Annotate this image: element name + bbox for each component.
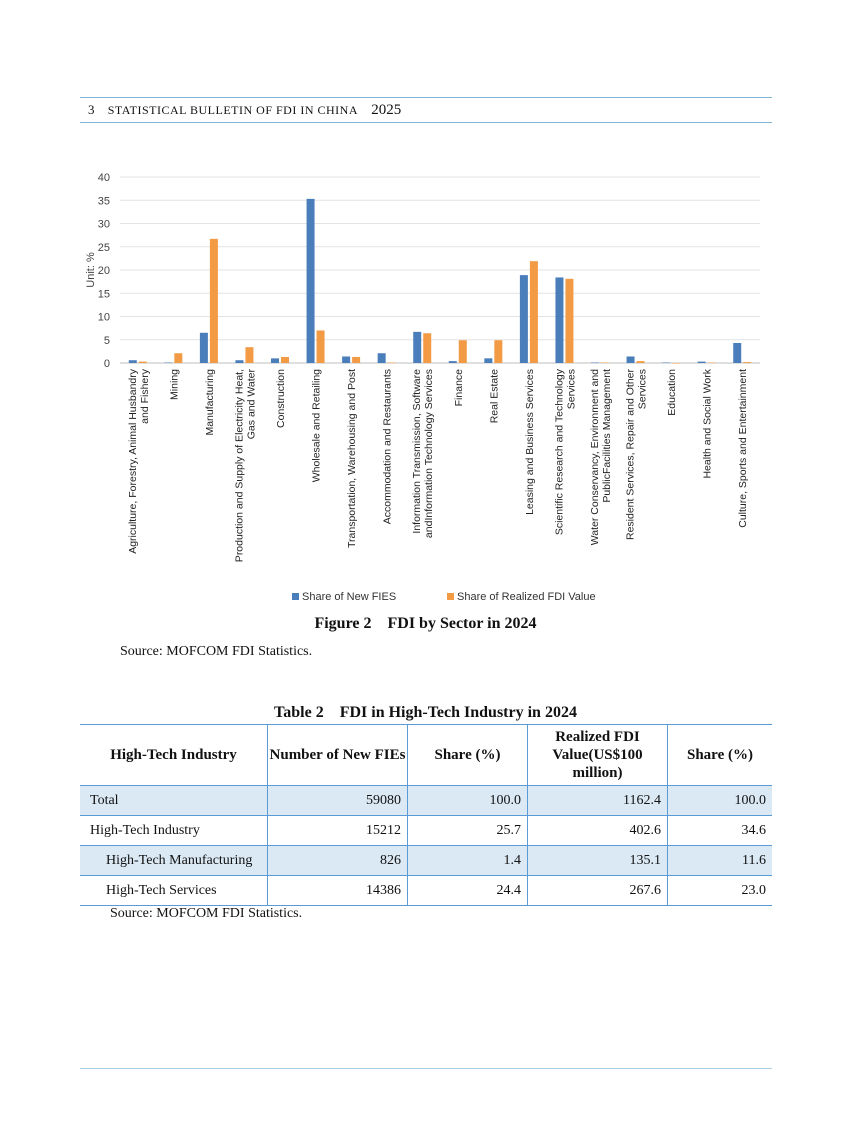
table-cell: 100.0 bbox=[668, 786, 773, 816]
bar-realized-fdi bbox=[210, 239, 218, 363]
table-row bbox=[80, 816, 772, 846]
bar-realized-fdi bbox=[637, 361, 645, 363]
bar-new-fies bbox=[235, 360, 243, 363]
legend-swatch bbox=[292, 593, 299, 600]
table-cell: 24.4 bbox=[408, 876, 528, 906]
x-tick-label: Education bbox=[666, 369, 679, 416]
bar-realized-fdi bbox=[388, 363, 396, 364]
bar-new-fies bbox=[164, 363, 172, 364]
table-caption: Table 2 FDI in High-Tech Industry in 2024 bbox=[274, 704, 577, 721]
table-cell: 100.0 bbox=[408, 786, 528, 816]
y-tick-label: 30 bbox=[97, 218, 110, 231]
bar-new-fies bbox=[662, 363, 670, 364]
table-cell: High-Tech Industry bbox=[80, 816, 268, 846]
figure-source: Source: MOFCOM FDI Statistics. bbox=[120, 644, 313, 659]
x-tick-label: Manufacturing bbox=[203, 369, 216, 436]
table-cell: 11.6 bbox=[668, 846, 773, 876]
table-source: Source: MOFCOM FDI Statistics. bbox=[110, 906, 303, 921]
y-tick-label: 40 bbox=[97, 172, 110, 184]
col-header: Share (%) bbox=[668, 725, 773, 786]
bar-realized-fdi bbox=[565, 279, 573, 363]
col-header: High-Tech Industry bbox=[80, 725, 268, 786]
x-tick-label: Information Transmission, SoftwareandInformation Technology Services bbox=[411, 369, 436, 539]
x-tick-label: Production and Supply of Electricity Heat,Gas and Water bbox=[233, 369, 258, 563]
fdi-sector-chart bbox=[80, 165, 772, 610]
bar-realized-fdi bbox=[601, 363, 609, 364]
bar-new-fies bbox=[200, 333, 208, 363]
table-row bbox=[80, 786, 772, 816]
legend-swatch bbox=[447, 593, 454, 600]
bar-new-fies bbox=[733, 343, 741, 363]
bar-realized-fdi bbox=[672, 363, 680, 364]
header-year: 2025 bbox=[371, 102, 402, 118]
page-number: 3 bbox=[88, 102, 95, 117]
x-tick-label: Finance bbox=[452, 369, 465, 407]
table-row bbox=[80, 846, 772, 876]
table-cell: 1162.4 bbox=[528, 786, 668, 816]
table-cell: 826 bbox=[268, 846, 408, 876]
bar-new-fies bbox=[413, 332, 421, 363]
x-tick-label: Culture, Sports and Entertainment bbox=[737, 369, 750, 528]
figure-caption: Figure 2 FDI by Sector in 2024 bbox=[314, 615, 537, 632]
bar-realized-fdi bbox=[423, 333, 431, 363]
table-cell: 23.0 bbox=[668, 876, 773, 906]
x-tick-label: Transportation, Warehousing and Post bbox=[346, 369, 359, 548]
bar-new-fies bbox=[591, 363, 599, 364]
bar-new-fies bbox=[449, 361, 457, 363]
bar-realized-fdi bbox=[174, 353, 182, 363]
table-cell: 34.6 bbox=[668, 816, 773, 846]
col-header: Share (%) bbox=[408, 725, 528, 786]
bar-realized-fdi bbox=[352, 357, 360, 363]
x-tick-label: Accommodation and Restaurants bbox=[381, 369, 394, 525]
bar-realized-fdi bbox=[743, 362, 751, 363]
bar-new-fies bbox=[342, 356, 350, 363]
bar-realized-fdi bbox=[494, 340, 502, 363]
table-cell: 402.6 bbox=[528, 816, 668, 846]
legend-label: Share of Realized FDI Value bbox=[457, 591, 596, 603]
bar-realized-fdi bbox=[459, 340, 467, 363]
bar-new-fies bbox=[520, 275, 528, 363]
bar-new-fies bbox=[698, 362, 706, 363]
table-cell: 135.1 bbox=[528, 846, 668, 876]
bar-realized-fdi bbox=[139, 362, 147, 363]
x-tick-label: Resident Services, Repair and OtherServices bbox=[624, 369, 649, 540]
table-cell: High-Tech Services bbox=[80, 876, 268, 906]
table-cell: 1.4 bbox=[408, 846, 528, 876]
x-tick-label: Agriculture, Forestry, Animal Husbandryand Fishery bbox=[126, 369, 151, 554]
bar-realized-fdi bbox=[281, 357, 289, 363]
bar-new-fies bbox=[271, 358, 279, 363]
x-tick-label: Water Conservancy, Environment andPublicFacilities Management bbox=[589, 369, 613, 546]
table-cell: 59080 bbox=[268, 786, 408, 816]
y-tick-label: 10 bbox=[97, 311, 110, 324]
table-cell: 25.7 bbox=[408, 816, 528, 846]
col-header: Number of New FIEs bbox=[268, 725, 408, 786]
bar-realized-fdi bbox=[317, 330, 325, 363]
y-tick-label: 0 bbox=[103, 358, 110, 370]
y-tick-label: 20 bbox=[97, 265, 110, 277]
footer-rule bbox=[80, 1068, 772, 1069]
table-cell: Total bbox=[80, 786, 268, 816]
table-cell: 15212 bbox=[268, 816, 408, 846]
x-tick-label: Health and Social Work bbox=[701, 369, 714, 479]
high-tech-table bbox=[80, 724, 772, 906]
bar-realized-fdi bbox=[245, 347, 253, 363]
y-tick-label: 35 bbox=[97, 195, 110, 208]
header-title: STATISTICAL BULLETIN OF FDI IN CHINA bbox=[107, 103, 358, 117]
y-tick-label: 15 bbox=[97, 288, 110, 301]
running-header bbox=[80, 97, 772, 123]
bar-realized-fdi bbox=[708, 363, 716, 364]
x-tick-label: Mining bbox=[168, 369, 181, 400]
bar-new-fies bbox=[555, 277, 563, 363]
bar-new-fies bbox=[627, 356, 635, 363]
table-cell: 14386 bbox=[268, 876, 408, 906]
bar-new-fies bbox=[378, 353, 386, 363]
y-axis-label: Unit: % bbox=[85, 252, 97, 288]
bar-new-fies bbox=[307, 199, 315, 363]
x-tick-label: Leasing and Business Services bbox=[523, 369, 536, 515]
bar-realized-fdi bbox=[530, 261, 538, 363]
x-tick-label: Wholesale and Retailing bbox=[310, 369, 323, 483]
x-tick-label: Real Estate bbox=[488, 369, 501, 424]
y-tick-label: 25 bbox=[97, 241, 110, 254]
x-tick-label: Scientific Research and TechnologyServices bbox=[553, 369, 578, 536]
x-tick-label: Construction bbox=[275, 369, 287, 428]
col-header: Realized FDI Value(US$100 million) bbox=[528, 725, 668, 786]
y-tick-label: 5 bbox=[103, 334, 110, 347]
bar-new-fies bbox=[484, 358, 492, 363]
legend-label: Share of New FIES bbox=[302, 591, 397, 603]
bar-new-fies bbox=[129, 360, 137, 363]
table-cell: 267.6 bbox=[528, 876, 668, 906]
table-cell: High-Tech Manufacturing bbox=[80, 846, 268, 876]
table-row bbox=[80, 876, 772, 906]
